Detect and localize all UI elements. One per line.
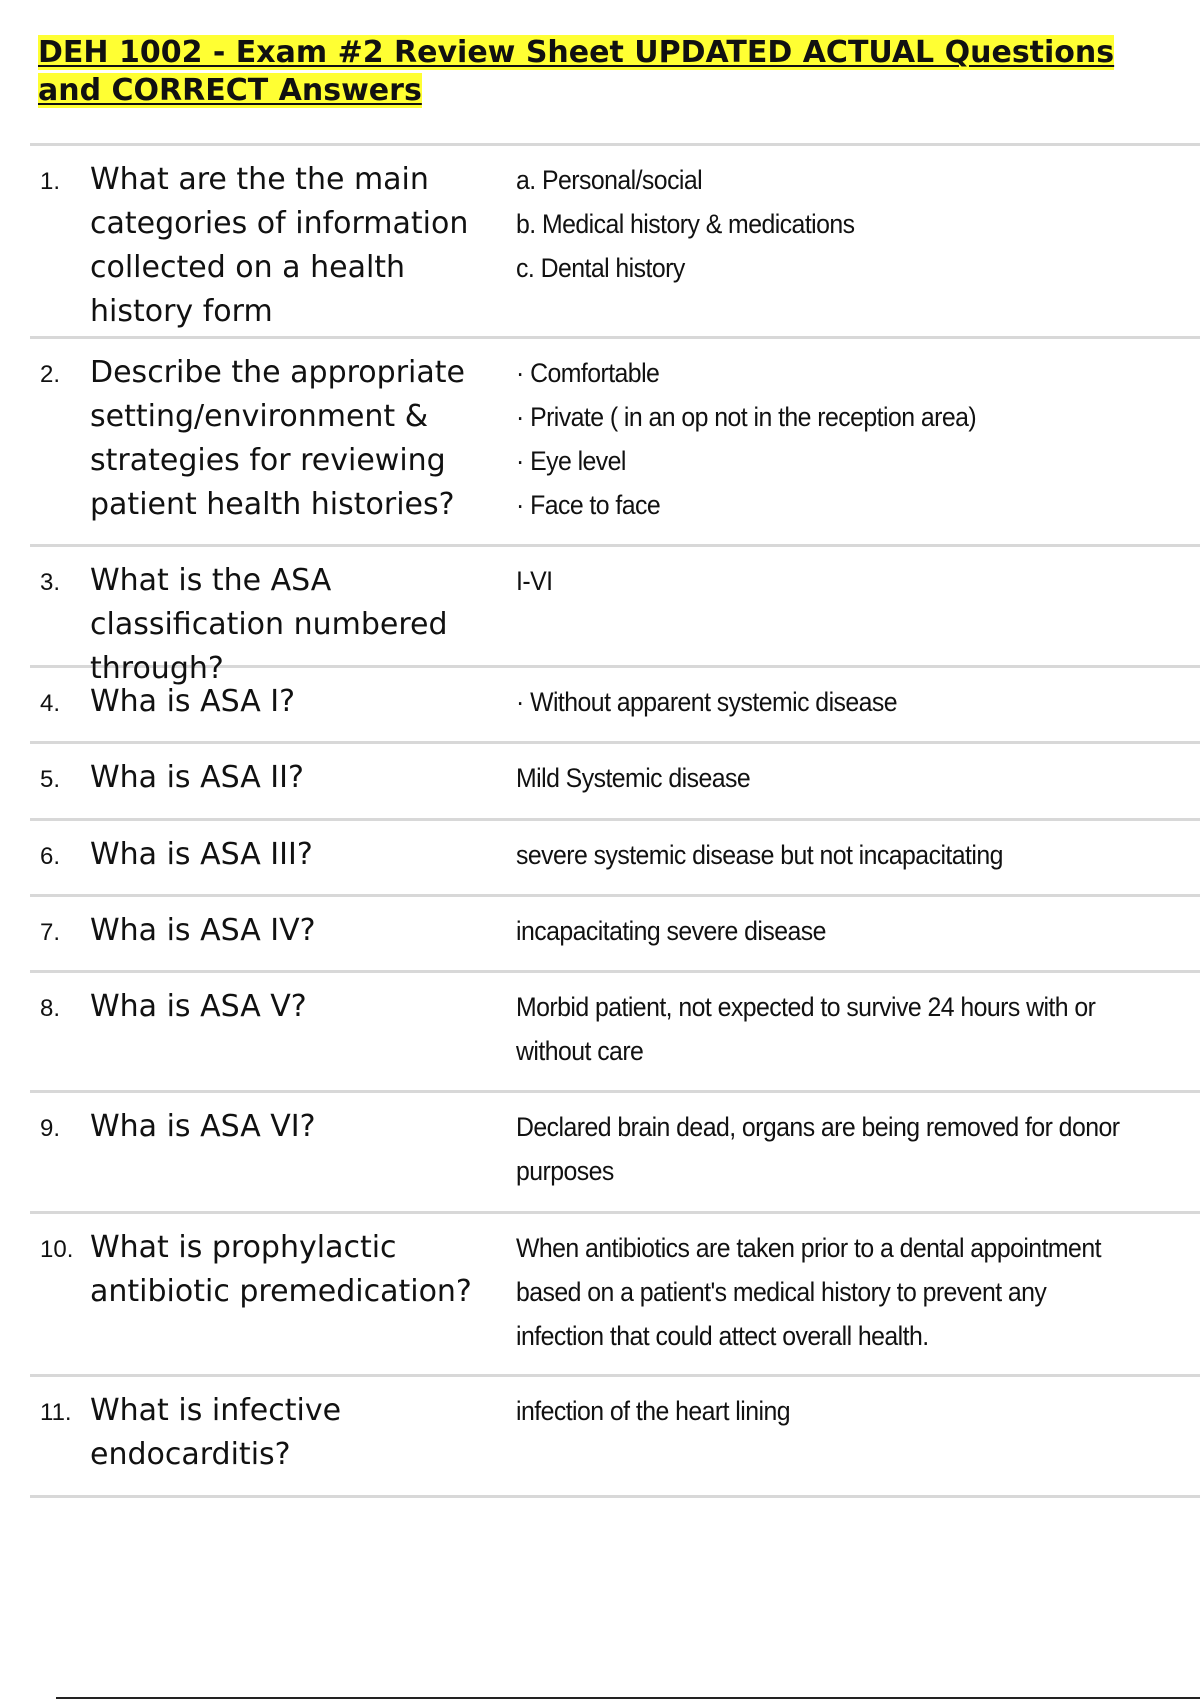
answer-list <box>516 351 1145 530</box>
answer-line: I-VI <box>516 566 553 596</box>
qa-row-1 <box>30 146 1200 339</box>
answer-line: · Without apparent systemic disease <box>516 687 898 717</box>
answer-list <box>516 756 1145 804</box>
question-text: What is the ASA classification numbered through? <box>90 563 448 686</box>
answer-list <box>516 909 1145 956</box>
question-text: What is prophylactic antibiotic premedication? <box>90 1230 472 1309</box>
question-number: 3. <box>40 569 61 596</box>
answer-list <box>516 158 1145 322</box>
answer-line: When antibiotics are taken prior to a dental appointment based on a patient's medical history to prevent any infection that could attect overall health. <box>516 1233 1101 1351</box>
question-number: 11. <box>40 1399 72 1426</box>
question-number: 10. <box>40 1236 74 1263</box>
footer-divider <box>56 1697 1200 1699</box>
qa-row-4 <box>30 668 1200 744</box>
answer-line: · Face to face <box>516 490 661 520</box>
answer-line: · Eye level <box>516 446 626 476</box>
question-text: Wha is ASA IV? <box>90 913 316 948</box>
qa-row-2 <box>30 339 1200 547</box>
answer-line: Declared brain dead, organs are being removed for donor purposes <box>516 1112 1120 1186</box>
answer-list <box>516 680 1145 727</box>
question-number: 9. <box>40 1115 61 1142</box>
question-text: Wha is ASA V? <box>90 989 307 1024</box>
answer-list <box>516 1226 1145 1360</box>
question-number: 8. <box>40 995 61 1022</box>
answer-line: b. Medical history & medications <box>516 209 855 239</box>
qa-row-9 <box>30 1093 1200 1214</box>
answer-list <box>516 1389 1145 1481</box>
answer-line: infection of the heart lining <box>516 1396 790 1426</box>
question-number: 7. <box>40 919 61 946</box>
qa-row-7 <box>30 897 1200 973</box>
document-title: DEH 1002 - Exam #2 Review Sheet UPDATED ACTUAL Questions and CORRECT Answers <box>38 35 1115 108</box>
qa-table <box>30 143 1200 1498</box>
qa-row-5 <box>30 744 1200 821</box>
answer-line: a. Personal/social <box>516 165 703 195</box>
question-text: What is infective endocarditis? <box>90 1393 342 1472</box>
question-number: 5. <box>40 766 61 793</box>
question-text: Wha is ASA III? <box>90 837 313 872</box>
answer-list <box>516 559 1145 651</box>
answer-line: · Private ( in an op not in the reception area) <box>516 402 977 432</box>
question-number: 4. <box>40 690 61 717</box>
question-text: Describe the appropriate setting/environment & strategies for reviewing patient health histories? <box>90 355 465 522</box>
answer-line: Mild Systemic disease <box>516 763 751 793</box>
question-text: What are the the main categories of information collected on a health history form <box>90 162 469 329</box>
answer-line: c. Dental history <box>516 253 685 283</box>
answer-line: incapacitating severe disease <box>516 916 826 946</box>
qa-row-6 <box>30 821 1200 897</box>
question-number: 2. <box>40 361 61 388</box>
question-text: Wha is ASA VI? <box>90 1109 316 1144</box>
qa-row-3 <box>30 547 1200 686</box>
qa-row-11 <box>30 1377 1200 1498</box>
question-text: Wha is ASA I? <box>90 684 296 719</box>
qa-row-10 <box>30 1214 1200 1377</box>
qa-row-8 <box>30 973 1200 1093</box>
answer-line: · Comfortable <box>516 358 660 388</box>
answer-list <box>516 1105 1145 1197</box>
question-number: 6. <box>40 843 61 870</box>
answer-line: severe systemic disease but not incapacitating <box>516 840 1003 870</box>
answer-list <box>516 833 1145 880</box>
question-number: 1. <box>40 168 61 195</box>
question-text: Wha is ASA II? <box>90 760 304 795</box>
answer-line: Morbid patient, not expected to survive 24 hours with or without care <box>516 992 1096 1066</box>
answer-list <box>516 985 1145 1076</box>
